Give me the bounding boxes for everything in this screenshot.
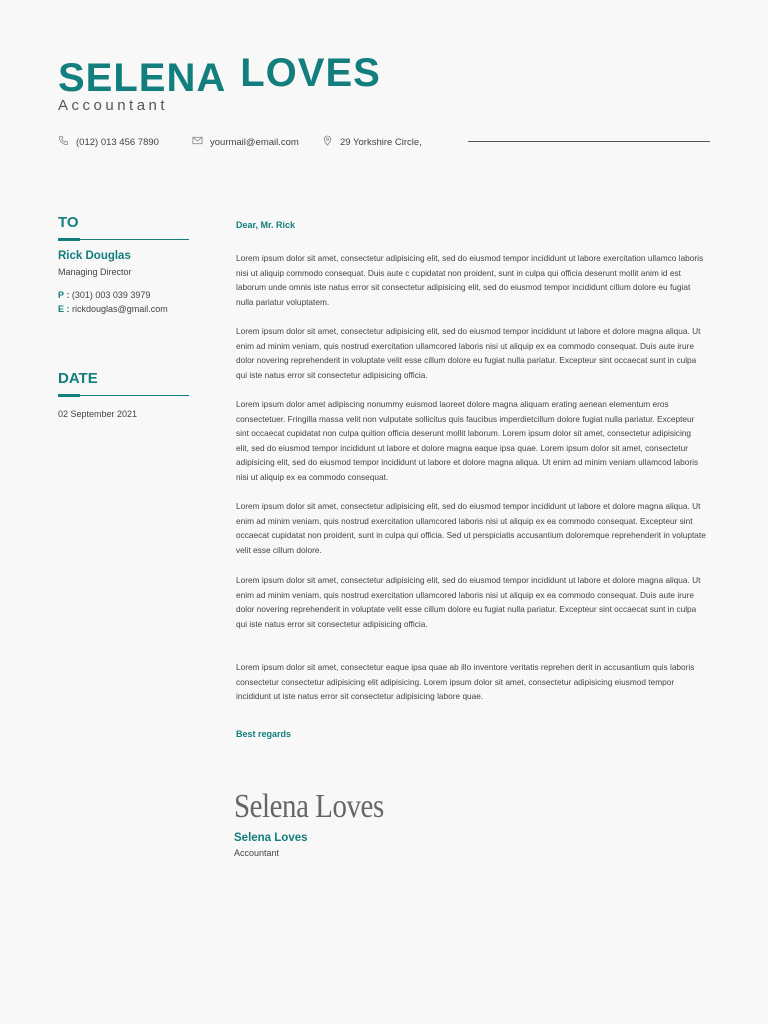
to-heading-underline [58,239,189,240]
date-heading: DATE [58,370,98,387]
contact-phone [58,135,159,149]
recipient-name: Rick Douglas [58,250,131,262]
email-text: yourmail@email.com [210,136,299,148]
recipient-phone-label: P : [58,290,70,300]
location-pin-icon [322,135,333,149]
header-divider [468,141,710,142]
address-text: 29 Yorkshire Circle, [340,136,422,148]
phone-icon [58,135,69,149]
greeting: Dear, Mr. Rick [236,220,296,230]
contact-email [192,135,299,149]
signature-name: Selena Loves [234,832,308,844]
phone-text: (012) 013 456 7890 [76,136,159,148]
recipient-phone-value: (301) 003 039 3979 [71,290,151,300]
paragraph-5: Lorem ipsum dolor sit amet, consectetur adipisicing elit, sed do eiusmod tempor incididunt ut labore et dolore magna aliqua. Ut enim ad minim veniam, quis nostrud exercitation ullamcored laboris nisi ut aliquip ex ea commodo consequat. Duis aute irure dolor novering reprehenderit in voluptate velit esse cillum dolore eu fugiat nulla pariatur. Excepteur sint occaecat sunt in culpa qui iste natus error sit consectetur adipisicing officia. [236,575,701,629]
applicant-name [58,51,381,101]
paragraph-1: Lorem ipsum dolor sit amet, consectetur adipisicing elit, sed do eiusmod tempor incididunt ut labore exercitation ullamco laboris nisi ut aliquip commodo consequat. Duis aute c cupidatat non proident, sunt in culpa qui officia deserunt mollit anim id est laborum unde omnis iste natus error sit consectetur adipisicing elit, sed do eiusmod tempor incididunt cillum dolore eu fugiat nulla pariatur voluptatem. [236,253,704,307]
recipient-email-value: rickdouglas@gmail.com [72,304,168,314]
closing: Best regards [236,729,292,739]
paragraph-4: Lorem ipsum dolor sit amet, consectetur adipisicing elit, sed do eiusmod tempor incididunt ut labore et dolore magna aliqua. Ut enim ad minim veniam, quis nostrud exercitation ullamcored laboris nisi ut aliquip ex ea commodo consequat. Excepteur sint occaecat cupidatat non proident, sunt in culpa qui officia. Sed ut perspiciatis accusantium doloremque reprehenderit in voluptate velit esse cillum dolore. [236,501,706,555]
recipient-title: Managing Director [58,267,132,277]
date-heading-underline [58,395,189,396]
paragraph-2: Lorem ipsum dolor sit amet, consectetur adipisicing elit, sed do eiusmod tempor incididunt ut labore et dolore magna aliqua. Ut enim ad minim veniam, quis nostrud exercitation ullamcored laboris nisi ut aliquip ex ea commodo consequat. Duis aute irure dolor novering reprehenderit in voluptate velit esse cillum dolore eu fugiat nulla pariatur. Excepteur sint occaecat sunt in culpa qui iste natus error sit consectetur adipisicing officia. [236,326,701,380]
recipient-email [58,304,168,314]
to-heading: TO [58,214,79,231]
first-name: SELENA [58,56,227,100]
handwritten-signature: Selena Loves [234,788,384,825]
paragraph-6: Lorem ipsum dolor sit amet, consectetur eaque ipsa quae ab illo inventore veritatis reprehen derit in accusantium quis laboris consectetur consectetur adipisicing elit adipisicing. Lorem ipsum dolor sit amet, consectetur adipisicing eiusmod tempor incididunt ut iste natus error sit consectetur adipisicing labore quae. [236,662,695,702]
recipient-email-label: E : [58,304,70,314]
applicant-role: Accountant [58,97,169,114]
signature-role: Accountant [234,848,280,858]
contact-address [322,135,422,149]
paragraph-3: Lorem ipsum dolor amet adipiscing nonummy euismod laoreet dolore magna aliquam erating aenean elementum eros consectetuer. Fringilla massa velit non vulputate sollicitus quis faucibus imperdietcillum dolore fugiat nulla pariatur. Excepteur sint occaecat cupidatat non culpa quition officia deserunt mollit laborum. Lorem ipsum dolor sit amet, consectetur adipisicing elit, sed do eiusmod tempor incididunt ut labore et dolore magna eaque ipsa quae. Lorem ipsum dolor sit amet, consectetur adipisicing elit, sed do eiusmod tempor incididunt ut labore et dolore magna aliqua. Ut enim ad minim veniam ullamcod laboris nisi ut aliquip ex ea commodo consequat. [236,399,699,482]
last-name: LOVES [240,51,381,95]
recipient-phone [58,290,150,300]
mail-icon [192,135,203,149]
letter-date: 02 September 2021 [58,409,138,419]
